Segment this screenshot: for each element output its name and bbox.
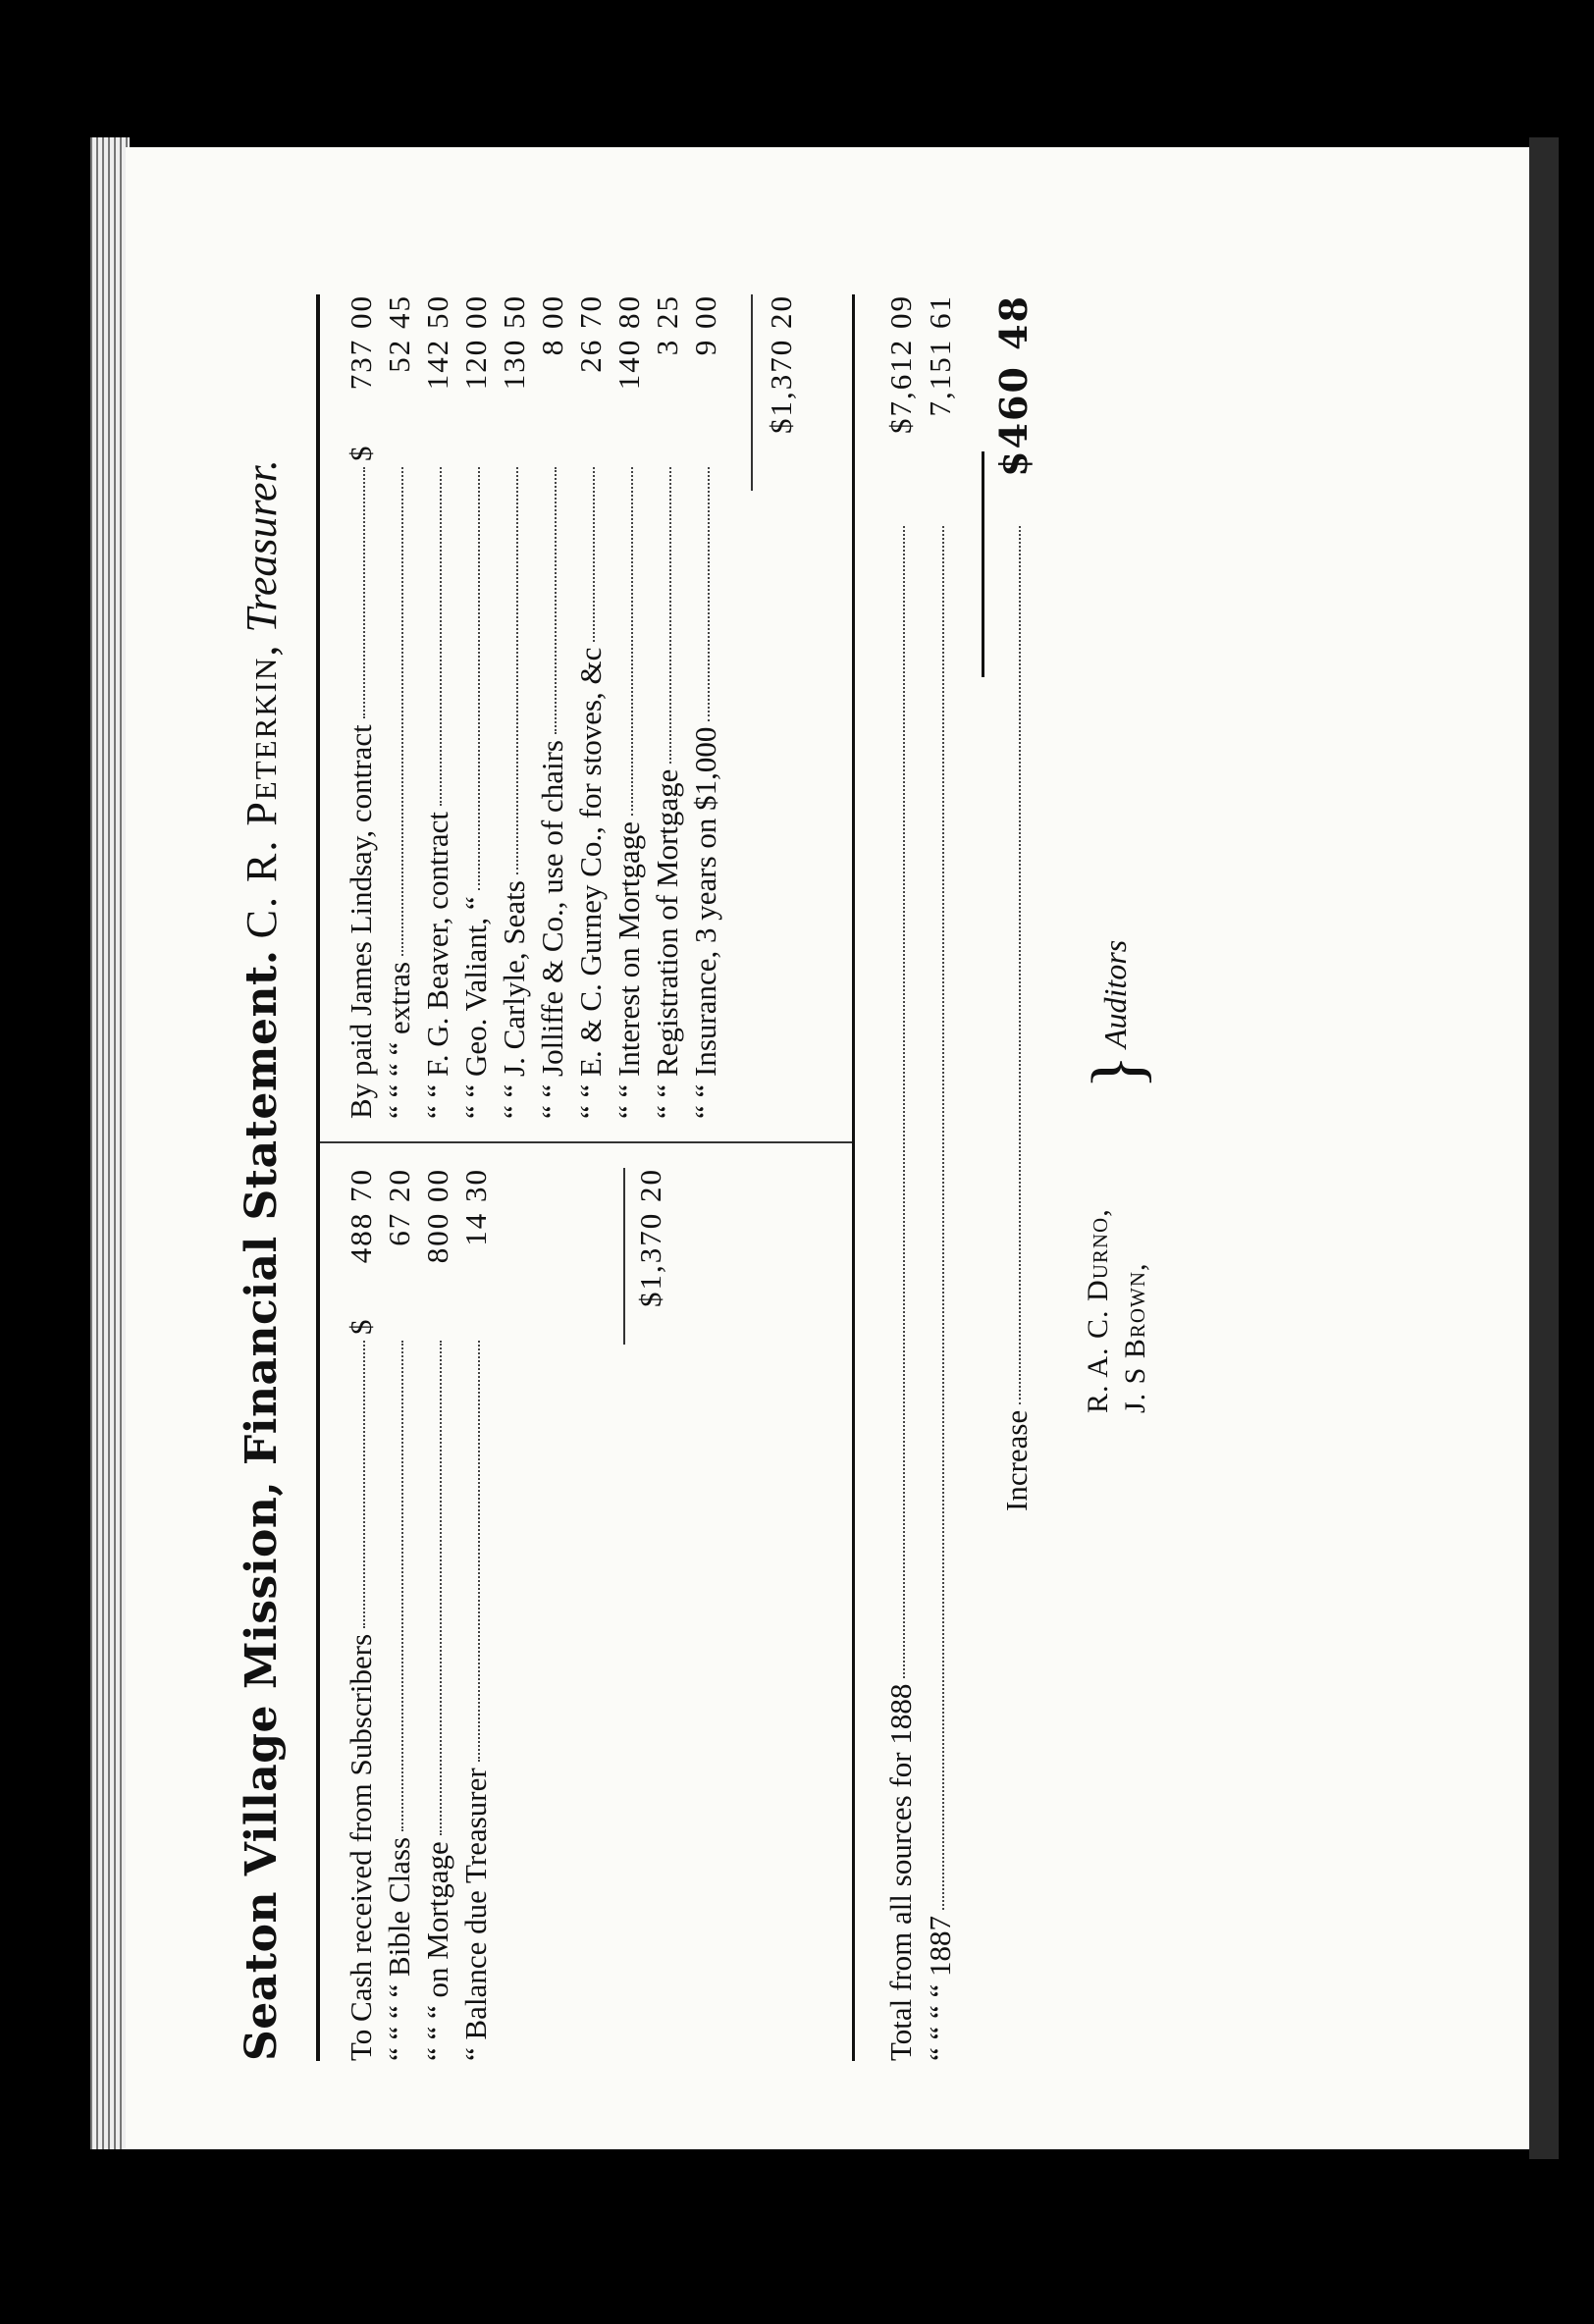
payments-column <box>344 294 726 1119</box>
receipts-total-rule <box>623 1168 625 1345</box>
bottom-rule <box>852 294 855 2061</box>
book-page-edge <box>90 137 130 2149</box>
summary-row: “ “ “ “ 1887 7,151 61 <box>923 294 957 2061</box>
payment-row: “ “ Jolliffe & Co., use of chairs 8 00 <box>535 294 569 1119</box>
receipt-row: “ Balance due Treasurer 14 30 <box>458 1168 493 2061</box>
payment-row: “ “ J. Carlyle, Seats 130 50 <box>497 294 531 1119</box>
treasurer-name: C. R. Peterkin, <box>238 643 286 939</box>
receipt-row: “ “ “ “ Bible Class 67 20 <box>382 1168 416 2061</box>
auditors-signature <box>1078 939 1158 1413</box>
increase-label: Increase <box>999 1409 1034 1511</box>
column-divider <box>320 1141 852 1143</box>
payment-row: “ “ Geo. Valiant, “ 120 00 <box>458 294 493 1119</box>
receipts-column <box>344 1168 497 2061</box>
increase-amount: $460 48 <box>991 294 1036 477</box>
payments-total: $1,370 20 <box>764 294 798 434</box>
financial-statement <box>196 294 1492 2061</box>
receipts-total: $1,370 20 <box>633 1168 667 1307</box>
increase-row <box>991 294 1040 2061</box>
book-spine-edge <box>1529 137 1559 2159</box>
payment-row: “ “ “ “ extras 52 45 <box>382 294 416 1119</box>
payments-total-rule <box>751 294 753 491</box>
payment-row: By paid James Lindsay, contract $ 737 00 <box>344 294 378 1119</box>
auditor-name: J. S Brown, <box>1119 1262 1151 1413</box>
receipt-row: To Cash received from Subscribers $ 488 70 <box>344 1168 378 2061</box>
payment-row: “ “ F. G. Beaver, contract 142 50 <box>420 294 454 1119</box>
top-rule <box>316 294 320 2061</box>
receipt-row: “ “ “ on Mortgage 800 00 <box>420 1168 454 2061</box>
brace-glyph: } <box>1078 1054 1158 1089</box>
auditors-role: Auditors <box>1097 939 1133 1048</box>
payment-row: “ “ Interest on Mortgage 140 80 <box>611 294 646 1119</box>
summary <box>883 294 962 2061</box>
treasurer-role: Treasurer. <box>238 459 286 633</box>
increase-rule <box>982 451 984 677</box>
summary-row: Total from all sources for 1888 $7,612 09 <box>883 294 918 2061</box>
payment-row: “ “ E. & C. Gurney Co., for stoves, &c 26 70 <box>573 294 608 1119</box>
statement-title: Seaton Village Mission, Financial Statement. <box>237 949 287 2061</box>
payment-row: “ “ Registration of Mortgage 3 25 <box>650 294 684 1119</box>
payment-row: “ “ Insurance, 3 years on $1,000 9 00 <box>688 294 722 1119</box>
auditor-name: R. A. C. Durno, <box>1082 1208 1114 1413</box>
page-title <box>236 294 289 2061</box>
